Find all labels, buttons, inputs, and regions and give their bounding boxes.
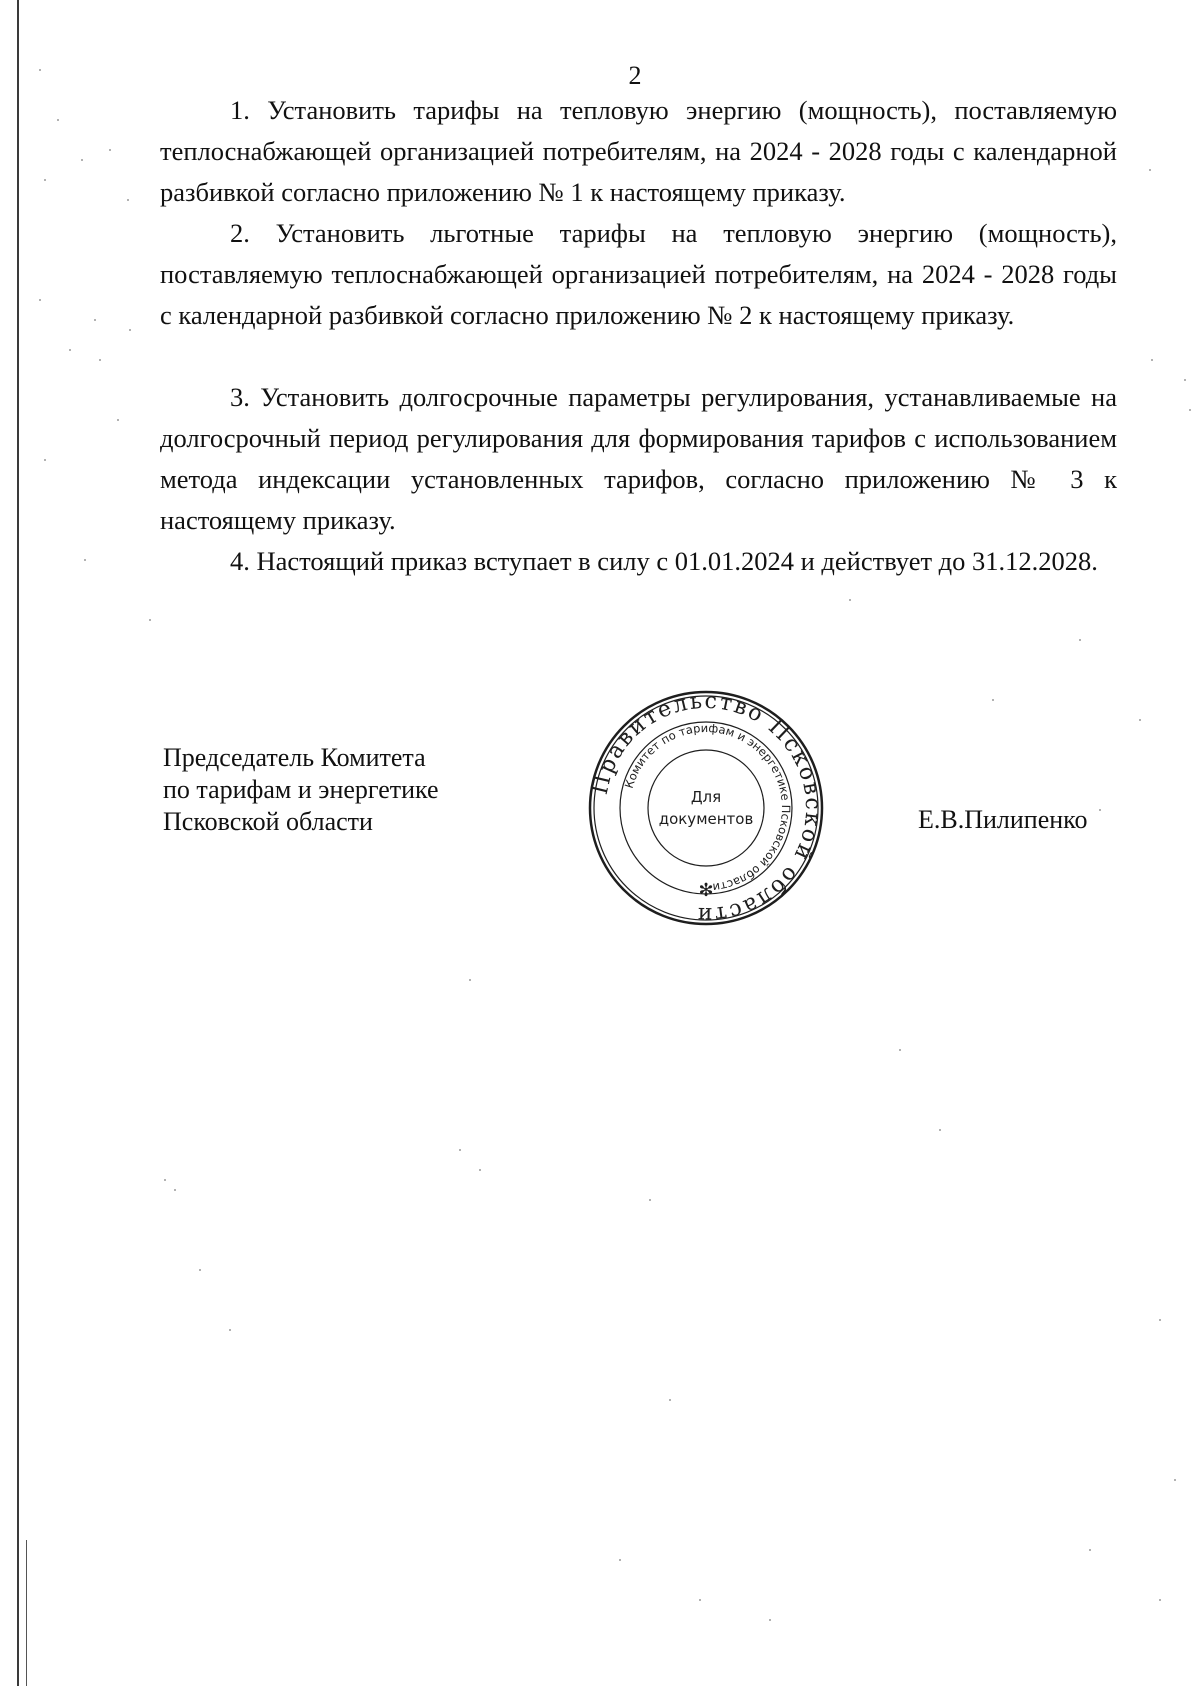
signature-position-line-2: по тарифам и энергетике (163, 775, 439, 804)
stamp-outer-text: Правительство Псковской области (587, 688, 826, 928)
page-number: 2 (628, 61, 642, 90)
stamp-center-line-2: документов (658, 810, 754, 828)
paragraph-2-text: 2. Установить льготные тарифы на тепловую энергию (мощность), поставляемую теплоснабжающей организацией потребителям, на 2024 - 2028 годы с календарной разбивкой согласно приложению № 2 к настоящему приказу. (160, 218, 1117, 330)
paragraph-2 (160, 213, 1117, 336)
paragraph-4-text: 4. Настоящий приказ вступает в силу с 01.01.2024 и действует до 31.12.2028. (230, 546, 1098, 576)
stamp-star-icon: ✻ (698, 880, 714, 901)
paragraph-4 (160, 541, 1117, 582)
stamp-inner-ring (648, 750, 764, 866)
stamp-inner-text: Комитет по тарифам и энергетике Псковской области (621, 720, 794, 895)
paragraph-3 (160, 377, 1117, 541)
paragraph-3-text: 3. Установить долгосрочные параметры регулирования, устанавливаемые на долгосрочный период регулирования для формирования тарифов с использованием метода индексации установленных тарифов, согласно приложению № 3 к настоящему приказу. (160, 382, 1117, 535)
signature-position-line-3: Псковской области (163, 807, 373, 836)
signature-position-line-1: Председатель Комитета (163, 743, 426, 772)
stamp-center-line-1: Для (690, 788, 722, 806)
official-stamp (586, 688, 826, 928)
paragraph-1-text: 1. Установить тарифы на тепловую энергию (мощность), поставляемую теплоснабжающей организацией потребителям, на 2024 - 2028 годы с календарной разбивкой согласно приложению № 1 к настоящему приказу. (160, 95, 1117, 207)
paragraph-1 (160, 90, 1117, 213)
signer-name: Е.В.Пилипенко (918, 805, 1088, 834)
signature-position (163, 742, 439, 838)
